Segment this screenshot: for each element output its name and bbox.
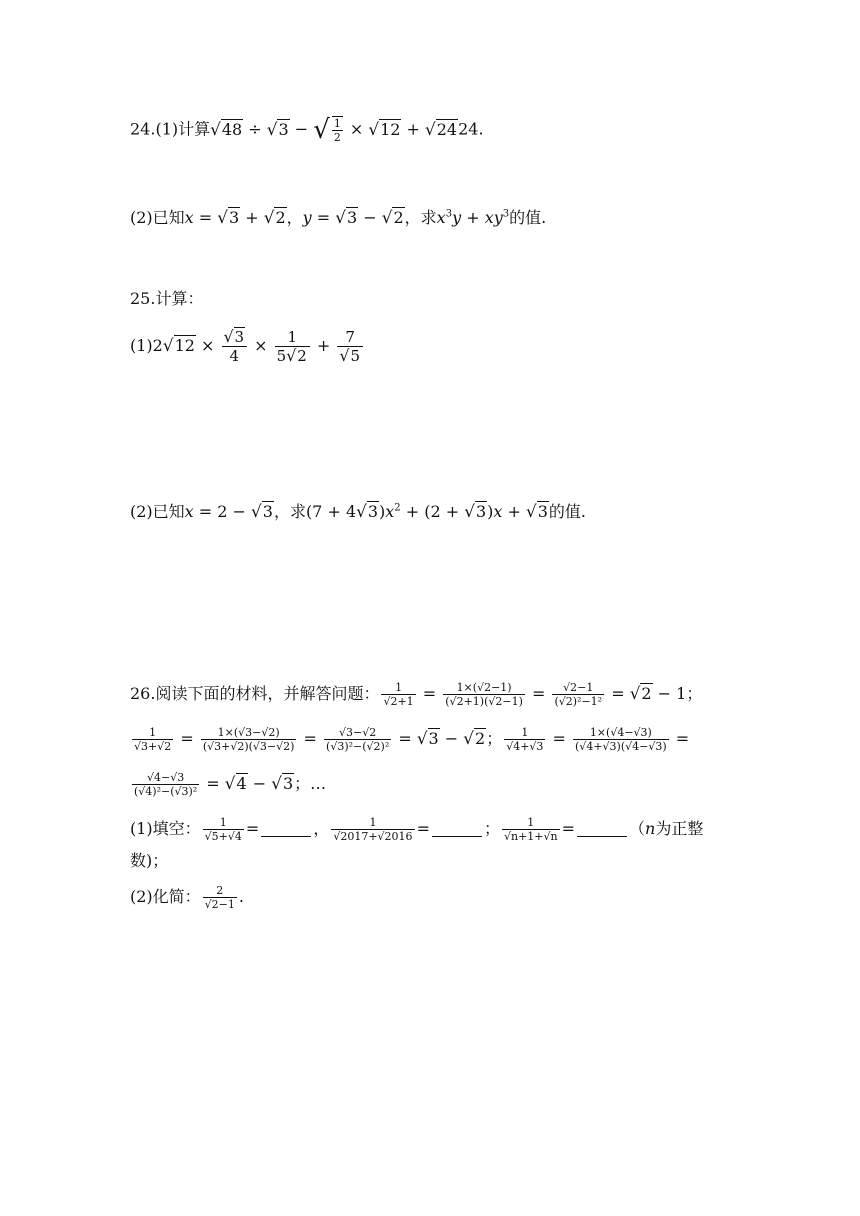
answer-blank-2[interactable]: [432, 820, 482, 837]
answer-blank-1[interactable]: [261, 820, 311, 837]
fraction: $\frac{1}{5√2}$: [275, 328, 310, 366]
q24-part1-label: 24.(1)计算: [130, 119, 211, 139]
q26-line1: 26.阅读下面的材料，并解答问题： $\frac{1}{√2+1}$ = $\frac{1\times(√2-1)}{(√2+1)(√2-1)}$ = $\frac{√2-1}{\text{(√2)²−1²}}$ = √2 − 1；: [130, 680, 703, 708]
radicand: 48: [221, 119, 243, 139]
q24-part1-tail: 24.: [458, 119, 484, 139]
q24-part2: (2)已知x = √3 + √2，y = √3 − √2，求$x^3y + xy^3$的值.: [130, 207, 547, 227]
fraction: $\frac{1}{2}$: [333, 117, 341, 145]
q26-part2: (2)化简： $\frac{2}{√2-1}$ .: [130, 883, 244, 911]
q26-line3: $\frac{√4-√3}{\text{(√4)²−(√3)²}}$ = √4 − √3；…: [134, 770, 327, 798]
radicand: 12: [380, 119, 401, 139]
fraction: $\frac{√3}{4}$: [222, 328, 248, 366]
answer-blank-3[interactable]: [577, 820, 627, 837]
q25-part2: (2)已知x = 2 − √3，求$(7 + 4√3)x^2 + (2 + √3)x + √3$的值.: [130, 501, 586, 521]
q26-part1: (1)填空： $\frac{1}{√5+√4}$ = ， $\frac{1}{√2017+√2016}$ = ； $\frac{1}{√n+1+√n}$ = （n为正整: [130, 815, 704, 843]
q25-title: 25.计算：: [130, 289, 204, 308]
q26-part1-cont: 数)；: [130, 851, 169, 870]
radicand: 24: [436, 119, 458, 139]
q26-line2: $\frac{1}{√3+√2}$ = $\frac{1\times(√3-√2)}{(√3+√2)(√3-√2)}$ = $\frac{√3-√2}{\text{(√3)²−(√2)²}}$ = √3 − √2； $\frac{1}{√4+√3}$ = $\frac{1\times(√4-√3)}{(√4+√3)(√4-√3)}$ =: [134, 725, 690, 753]
q24-part1: 24.(1)计算√48 ÷ √3 − √ $\frac{1}{2}$ × √12 + √2424.: [130, 115, 484, 146]
fraction: $\frac{7}{√5}$: [337, 328, 363, 366]
radicand: 3: [278, 119, 289, 139]
q25-part1: (1)2√12 × $\frac{√3}{4}$ × $\frac{1}{5√2}$ + $\frac{7}{√5}$: [130, 325, 365, 366]
